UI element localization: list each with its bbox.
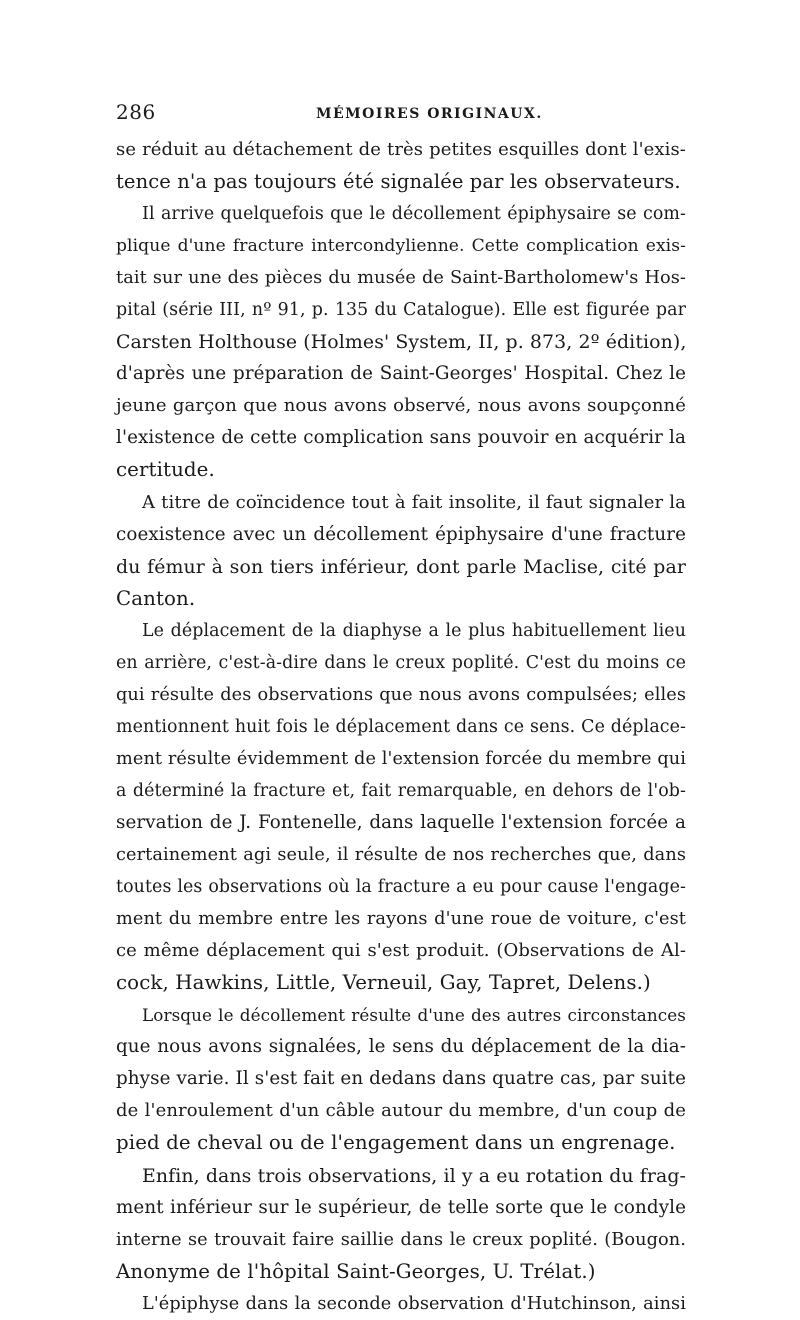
text-line: coexistence avec un décollement épiphysaire d'une fracture <box>116 523 686 545</box>
text-line: plique d'une fracture intercondylienne. Cette complication exis- <box>116 236 686 257</box>
text-line: Lorsque le décollement résulte d'une des autres circonstances <box>142 1005 686 1026</box>
text-line: tence n'a pas toujours été signalée par les observateurs. <box>116 170 681 194</box>
text-line: Carsten Holthouse (Holmes' System, II, p. 873, 2º édition), <box>116 331 687 354</box>
text-line: certainement agi seule, il résulte de nos recherches que, dans <box>116 845 686 866</box>
text-line: de l'enroulement d'un câble autour du membre, d'un coup de <box>116 1100 686 1122</box>
text-line: ment du membre entre les rayons d'une roue de voiture, c'est <box>116 909 686 930</box>
page-number: 286 <box>116 100 156 124</box>
text-line: interne se trouvait faire saillie dans le creux poplité. (Bougon. <box>116 1229 686 1250</box>
text-line: certitude. <box>116 458 215 482</box>
text-line: a déterminé la fracture et, fait remarquable, en dehors de l'ob- <box>116 780 686 801</box>
text-line: A titre de coïncidence tout à fait insolite, il faut signaler la <box>142 491 686 513</box>
text-line: d'après une préparation de Saint-Georges' Hospital. Chez le <box>116 363 686 385</box>
text-line: ce même déplacement qui s'est produit. (Observations de Al- <box>116 940 686 962</box>
text-line: toutes les observations où la fracture a eu pour cause l'engage- <box>116 877 686 898</box>
text-line: pital (série III, nº 91, p. 135 du Catalogue). Elle est figurée par <box>116 300 686 321</box>
text-line: du fémur à son tiers inférieur, dont parle Maclise, cité par <box>116 555 686 578</box>
text-line: pied de cheval ou de l'engagement dans un engrenage. <box>116 1131 676 1155</box>
text-line: Enfin, dans trois observations, il y a eu rotation du frag- <box>142 1164 687 1187</box>
text-line: se réduit au détachement de très petites esquilles dont l'exis- <box>116 139 686 160</box>
text-line: L'épiphyse dans la seconde observation d'Hutchinson, ainsi <box>142 1293 686 1314</box>
text-line: cock, Hawkins, Little, Verneuil, Gay, Tapret, Delens.) <box>116 971 651 995</box>
text-line: ment résulte évidemment de l'extension forcée du membre qui <box>116 748 686 769</box>
text-line: l'existence de cette complication sans pouvoir en acquérir la <box>116 427 686 449</box>
text-line: jeune garçon que nous avons observé, nous avons soupçonné <box>116 395 686 417</box>
text-line: qui résulte des observations que nous avons compulsées; elles <box>116 684 686 705</box>
text-line: Il arrive quelquefois que le décollement épiphysaire se com- <box>142 204 686 225</box>
text-line: en arrière, c'est-à-dire dans le creux poplité. C'est du moins ce <box>116 652 686 673</box>
body-text <box>116 134 686 1320</box>
running-head: MÉMOIRES ORIGINAUX. <box>316 106 543 122</box>
text-line: tait sur une des pièces du musée de Saint-Bartholomew's Hos- <box>116 268 686 289</box>
text-line: Anonyme de l'hôpital Saint-Georges, U. Trélat.) <box>116 1259 596 1283</box>
text-line: que nous avons signalées, le sens du déplacement de la dia- <box>116 1036 686 1058</box>
text-line: servation de J. Fontenelle, dans laquelle l'extension forcée a <box>116 811 686 833</box>
text-line: physe varie. Il s'est fait en dedans dans quatre cas, par suite <box>116 1068 686 1090</box>
text-line: Le déplacement de la diaphyse a le plus habituellement lieu <box>142 620 686 641</box>
text-line: ment inférieur sur le supérieur, de telle sorte que le condyle <box>116 1196 686 1218</box>
text-line: Canton. <box>116 586 196 610</box>
page-header <box>116 100 686 128</box>
text-line: mentionnent huit fois le déplacement dans ce sens. Ce déplace- <box>116 716 686 737</box>
